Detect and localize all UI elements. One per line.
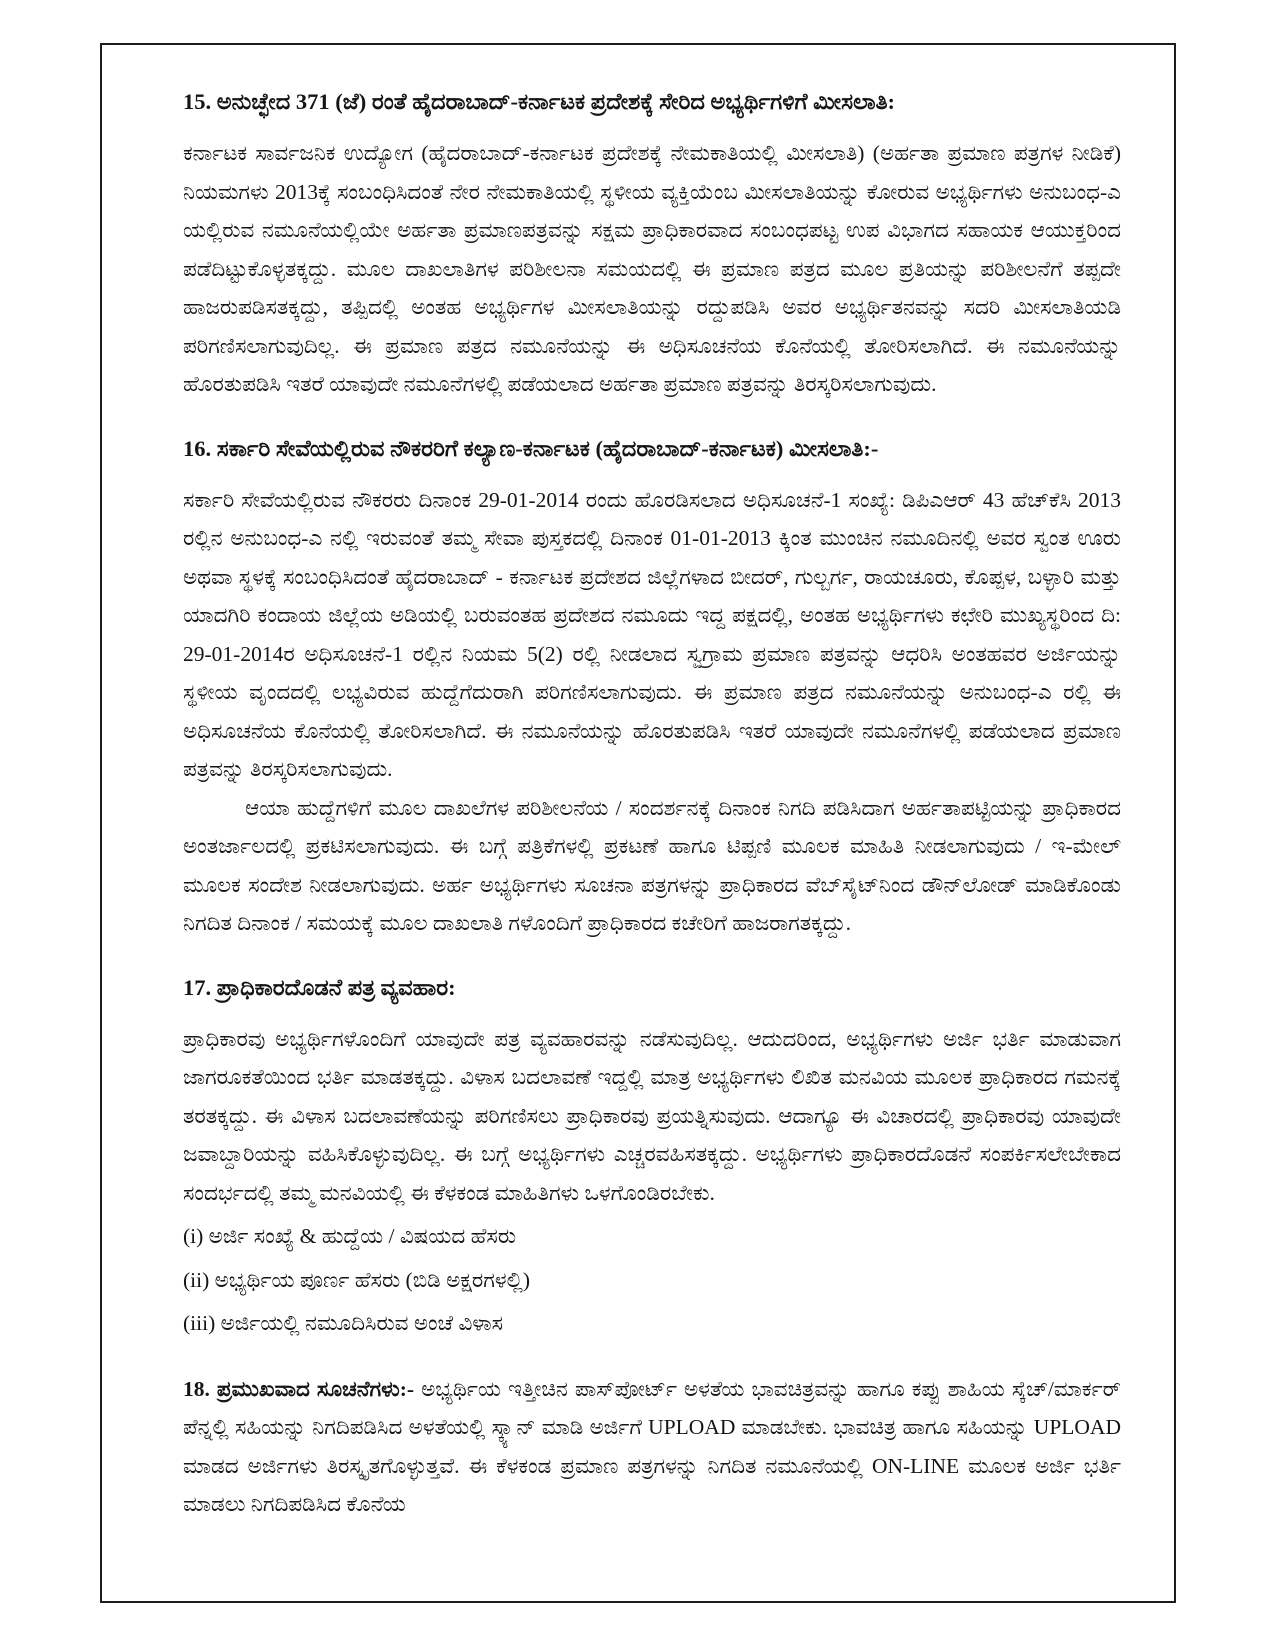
section-18-heading-lead: 18. ಪ್ರಮುಖವಾದ ಸೂಚನೆಗಳು:-	[183, 1376, 415, 1401]
document-content	[102, 45, 1174, 1524]
section-17-paragraph: ಪ್ರಾಧಿಕಾರವು ಅಭ್ಯರ್ಥಿಗಳೊಂದಿಗೆ ಯಾವುದೇ ಪತ್ರ ವ್ಯವಹಾರವನ್ನು ನಡೆಸುವುದಿಲ್ಲ. ಆದುದರಿಂದ, ಅಭ್ಯರ್ಥಿಗಳು ಅರ್ಜಿ ಭರ್ತಿ ಮಾಡುವಾಗ ಜಾಗರೂಕತೆಯಿಂದ ಭರ್ತಿ ಮಾಡತಕ್ಕದ್ದು. ವಿಳಾಸ ಬದಲಾವಣೆ ಇದ್ದಲ್ಲಿ ಮಾತ್ರ ಅಭ್ಯರ್ಥಿಗಳು ಲಿಖಿತ ಮನವಿಯ ಮೂಲಕ ಪ್ರಾಧಿಕಾರದ ಗಮನಕ್ಕೆ ತರತಕ್ಕದ್ದು. ಈ ವಿಳಾಸ ಬದಲಾವಣೆಯನ್ನು ಪರಿಗಣಿಸಲು ಪ್ರಾಧಿಕಾರವು ಪ್ರಯತ್ನಿಸುವುದು. ಆದಾಗ್ಯೂ ಈ ವಿಚಾರದಲ್ಲಿ ಪ್ರಾಧಿಕಾರವು ಯಾವುದೇ ಜವಾಬ್ದಾರಿಯನ್ನು ವಹಿಸಿಕೊಳ್ಳುವುದಿಲ್ಲ. ಈ ಬಗ್ಗೆ ಅಭ್ಯರ್ಥಿಗಳು ಎಚ್ಚರವಹಿಸತಕ್ಕದ್ದು. ಅಭ್ಯರ್ಥಿಗಳು ಪ್ರಾಧಿಕಾರದೊಡನೆ ಸಂಪರ್ಕಿಸಲೇಬೇಕಾದ ಸಂದರ್ಭದಲ್ಲಿ ತಮ್ಮ ಮನವಿಯಲ್ಲಿ ಈ ಕೆಳಕಂಡ ಮಾಹಿತಿಗಳು ಒಳಗೊಂಡಿರಬೇಕು.	[183, 1026, 1121, 1205]
section-16-heading: 16. ಸರ್ಕಾರಿ ಸೇವೆಯಲ್ಲಿರುವ ನೌಕರರಿಗೆ ಕಲ್ಯಾಣ-ಕರ್ನಾಟಕ (ಹೈದರಾಬಾದ್-ಕರ್ನಾಟಕ) ಮೀಸಲಾತಿ:-	[183, 435, 879, 461]
page-border-frame	[100, 43, 1176, 1603]
section-18-body-text: ಅಭ್ಯರ್ಥಿಯ ಇತ್ತೀಚಿನ ಪಾಸ್‌ಪೋರ್ಟ್ ಅಳತೆಯ ಭಾವಚಿತ್ರವನ್ನು ಹಾಗೂ ಕಪ್ಪು ಶಾಹಿಯ ಸ್ಕೆಚ್/ಮಾರ್ಕರ್ ಪೆನ್ನಲ್ಲಿ ಸಹಿಯನ್ನು ನಿಗದಿಪಡಿಸಿದ ಅಳತೆಯಲ್ಲಿ ಸ್ಕ್ಯಾನ್ ಮಾಡಿ ಅರ್ಜಿಗೆ UPLOAD ಮಾಡಬೇಕು. ಭಾವಚಿತ್ರ ಹಾಗೂ ಸಹಿಯನ್ನು UPLOAD ಮಾಡದ ಅರ್ಜಿಗಳು ತಿರಸ್ಕೃತಗೊಳ್ಳುತ್ತವೆ. ಈ ಕೆಳಕಂಡ ಪ್ರಮಾಣ ಪತ್ರಗಳನ್ನು ನಿಗದಿತ ನಮೂನೆಯಲ್ಲಿ ON-LINE ಮೂಲಕ ಅರ್ಜಿ ಭರ್ತಿ ಮಾಡಲು ನಿಗದಿಪಡಿಸಿದ ಕೊನೆಯ	[183, 1376, 1121, 1516]
section-17-heading: 17. ಪ್ರಾಧಿಕಾರದೊಡನೆ ಪತ್ರ ವ್ಯವಹಾರ:	[183, 974, 456, 1000]
contact-info-item-2: (ii) ಅಭ್ಯರ್ಥಿಯ ಪೂರ್ಣ ಹೆಸರು (ಬಿಡಿ ಅಕ್ಷರಗಳಲ್ಲಿ)	[183, 1267, 531, 1292]
section-15-paragraph: ಕರ್ನಾಟಕ ಸಾರ್ವಜನಿಕ ಉದ್ಯೋಗ (ಹೈದರಾಬಾದ್-ಕರ್ನಾಟಕ ಪ್ರದೇಶಕ್ಕೆ ನೇಮಕಾತಿಯಲ್ಲಿ ಮೀಸಲಾತಿ) (ಅರ್ಹತಾ ಪ್ರಮಾಣ ಪತ್ರಗಳ ನೀಡಿಕೆ) ನಿಯಮಗಳು 2013ಕ್ಕೆ ಸಂಬಂಧಿಸಿದಂತೆ ನೇರ ನೇಮಕಾತಿಯಲ್ಲಿ ಸ್ಥಳೀಯ ವ್ಯಕ್ತಿಯೆಂಬ ಮೀಸಲಾತಿಯನ್ನು ಕೋರುವ ಅಭ್ಯರ್ಥಿಗಳು ಅನುಬಂಧ-ಎ ಯಲ್ಲಿರುವ ನಮೂನೆಯಲ್ಲಿಯೇ ಅರ್ಹತಾ ಪ್ರಮಾಣಪತ್ರವನ್ನು ಸಕ್ಷಮ ಪ್ರಾಧಿಕಾರವಾದ ಸಂಬಂಧಪಟ್ಟ ಉಪ ವಿಭಾಗದ ಸಹಾಯಕ ಆಯುಕ್ತರಿಂದ ಪಡೆದಿಟ್ಟುಕೊಳ್ಳತಕ್ಕದ್ದು. ಮೂಲ ದಾಖಲಾತಿಗಳ ಪರಿಶೀಲನಾ ಸಮಯದಲ್ಲಿ ಈ ಪ್ರಮಾಣ ಪತ್ರದ ಮೂಲ ಪ್ರತಿಯನ್ನು ಪರಿಶೀಲನೆಗೆ ತಪ್ಪದೇ ಹಾಜರುಪಡಿಸತಕ್ಕದ್ದು, ತಪ್ಪಿದಲ್ಲಿ ಅಂತಹ ಅಭ್ಯರ್ಥಿಗಳ ಮೀಸಲಾತಿಯನ್ನು ರದ್ದುಪಡಿಸಿ ಅವರ ಅಭ್ಯರ್ಥಿತನವನ್ನು ಸದರಿ ಮೀಸಲಾತಿಯಡಿ ಪರಿಗಣಿಸಲಾಗುವುದಿಲ್ಲ. ಈ ಪ್ರಮಾಣ ಪತ್ರದ ನಮೂನೆಯನ್ನು ಈ ಅಧಿಸೂಚನೆಯ ಕೊನೆಯಲ್ಲಿ ತೋರಿಸಲಾಗಿದೆ. ಈ ನಮೂನೆಯನ್ನು ಹೊರತುಪಡಿಸಿ ಇತರೆ ಯಾವುದೇ ನಮೂನೆಗಳಲ್ಲಿ ಪಡೆಯಲಾದ ಅರ್ಹತಾ ಪ್ರಮಾಣ ಪತ್ರವನ್ನು ತಿರಸ್ಕರಿಸಲಾಗುವುದು.	[183, 141, 1121, 396]
section-15-heading: 15. ಅನುಚ್ಛೇದ 371 (ಜೆ) ರಂತೆ ಹೈದರಾಬಾದ್-ಕರ್ನಾಟಕ ಪ್ರದೇಶಕ್ಕೆ ಸೇರಿದ ಅಭ್ಯರ್ಥಿಗಳಿಗೆ ಮೀಸಲಾತಿ:	[183, 89, 896, 114]
section-18-paragraph	[183, 1370, 1121, 1524]
section-16-paragraph-2: ಆಯಾ ಹುದ್ದೆಗಳಿಗೆ ಮೂಲ ದಾಖಲೆಗಳ ಪರಿಶೀಲನೆಯ / ಸಂದರ್ಶನಕ್ಕೆ ದಿನಾಂಕ ನಿಗದಿ ಪಡಿಸಿದಾಗ ಅರ್ಹತಾಪಟ್ಟಿಯನ್ನು ಪ್ರಾಧಿಕಾರದ ಅಂತರ್ಜಾಲದಲ್ಲಿ ಪ್ರಕಟಿಸಲಾಗುವುದು. ಈ ಬಗ್ಗೆ ಪತ್ರಿಕೆಗಳಲ್ಲಿ ಪ್ರಕಟಣೆ ಹಾಗೂ ಟಿಪ್ಪಣಿ ಮೂಲಕ ಮಾಹಿತಿ ನೀಡಲಾಗುವುದು / ಇ-ಮೇಲ್ ಮೂಲಕ ಸಂದೇಶ ನೀಡಲಾಗುವುದು. ಅರ್ಹ ಅಭ್ಯರ್ಥಿಗಳು ಸೂಚನಾ ಪತ್ರಗಳನ್ನು ಪ್ರಾಧಿಕಾರದ ವೆಬ್‌ಸೈಟ್‌ನಿಂದ ಡೌನ್‌ಲೋಡ್ ಮಾಡಿಕೊಂಡು ನಿಗದಿತ ದಿನಾಂಕ / ಸಮಯಕ್ಕೆ ಮೂಲ ದಾಖಲಾತಿ ಗಳೊಂದಿಗೆ ಪ್ರಾಧಿಕಾರದ ಕಚೇರಿಗೆ ಹಾಜರಾಗತಕ್ಕದ್ದು.	[183, 795, 1121, 935]
contact-info-item-1: (i) ಅರ್ಜಿ ಸಂಖ್ಯೆ & ಹುದ್ದೆಯ / ವಿಷಯದ ಹೆಸರು	[183, 1224, 517, 1248]
section-16-paragraph-1: ಸರ್ಕಾರಿ ಸೇವೆಯಲ್ಲಿರುವ ನೌಕರರು ದಿನಾಂಕ 29-01-2014 ರಂದು ಹೊರಡಿಸಲಾದ ಅಧಿಸೂಚನೆ-1 ಸಂಖ್ಯೆ: ಡಿಪಿಎಆರ್ 43 ಹೆಚ್‌ಕೆಸಿ 2013 ರಲ್ಲಿನ ಅನುಬಂಧ-ಎ ನಲ್ಲಿ ಇರುವಂತೆ ತಮ್ಮ ಸೇವಾ ಪುಸ್ತಕದಲ್ಲಿ ದಿನಾಂಕ 01-01-2013 ಕ್ಕಿಂತ ಮುಂಚಿನ ನಮೂದಿನಲ್ಲಿ ಅವರ ಸ್ವಂತ ಊರು ಅಥವಾ ಸ್ಥಳಕ್ಕೆ ಸಂಬಂಧಿಸಿದಂತೆ ಹೈದರಾಬಾದ್ - ಕರ್ನಾಟಕ ಪ್ರದೇಶದ ಜಿಲ್ಲೆಗಳಾದ ಬೀದರ್, ಗುಲ್ಬರ್ಗ, ರಾಯಚೂರು, ಕೊಪ್ಪಳ, ಬಳ್ಳಾರಿ ಮತ್ತು ಯಾದಗಿರಿ ಕಂದಾಯ ಜಿಲ್ಲೆಯ ಅಡಿಯಲ್ಲಿ ಬರುವಂತಹ ಪ್ರದೇಶದ ನಮೂದು ಇದ್ದ ಪಕ್ಷದಲ್ಲಿ, ಅಂತಹ ಅಭ್ಯರ್ಥಿಗಳು ಕಛೇರಿ ಮುಖ್ಯಸ್ಥರಿಂದ ದಿ: 29-01-2014ರ ಅಧಿಸೂಚನೆ-1 ರಲ್ಲಿನ ನಿಯಮ 5(2) ರಲ್ಲಿ ನೀಡಲಾದ ಸ್ವಗ್ರಾಮ ಪ್ರಮಾಣ ಪತ್ರವನ್ನು ಆಧರಿಸಿ ಅಂತಹವರ ಅರ್ಜಿಯನ್ನು ಸ್ಥಳೀಯ ವೃಂದದಲ್ಲಿ ಲಭ್ಯವಿರುವ ಹುದ್ದೆಗೆದುರಾಗಿ ಪರಿಗಣಿಸಲಾಗುವುದು. ಈ ಪ್ರಮಾಣ ಪತ್ರದ ನಮೂನೆಯನ್ನು ಅನುಬಂಧ-ಎ ರಲ್ಲಿ ಈ ಅಧಿಸೂಚನೆಯ ಕೊನೆಯಲ್ಲಿ ತೋರಿಸಲಾಗಿದೆ. ಈ ನಮೂನೆಯನ್ನು ಹೊರತುಪಡಿಸಿ ಇತರೆ ಯಾವುದೇ ನಮೂನೆಗಳಲ್ಲಿ ಪಡೆಯಲಾದ ಪ್ರಮಾಣ ಪತ್ರವನ್ನು ತಿರಸ್ಕರಿಸಲಾಗುವುದು.	[183, 487, 1121, 781]
contact-info-item-3: (iii) ಅರ್ಜಿಯಲ್ಲಿ ನಮೂದಿಸಿರುವ ಅಂಚೆ ವಿಳಾಸ	[183, 1311, 503, 1335]
